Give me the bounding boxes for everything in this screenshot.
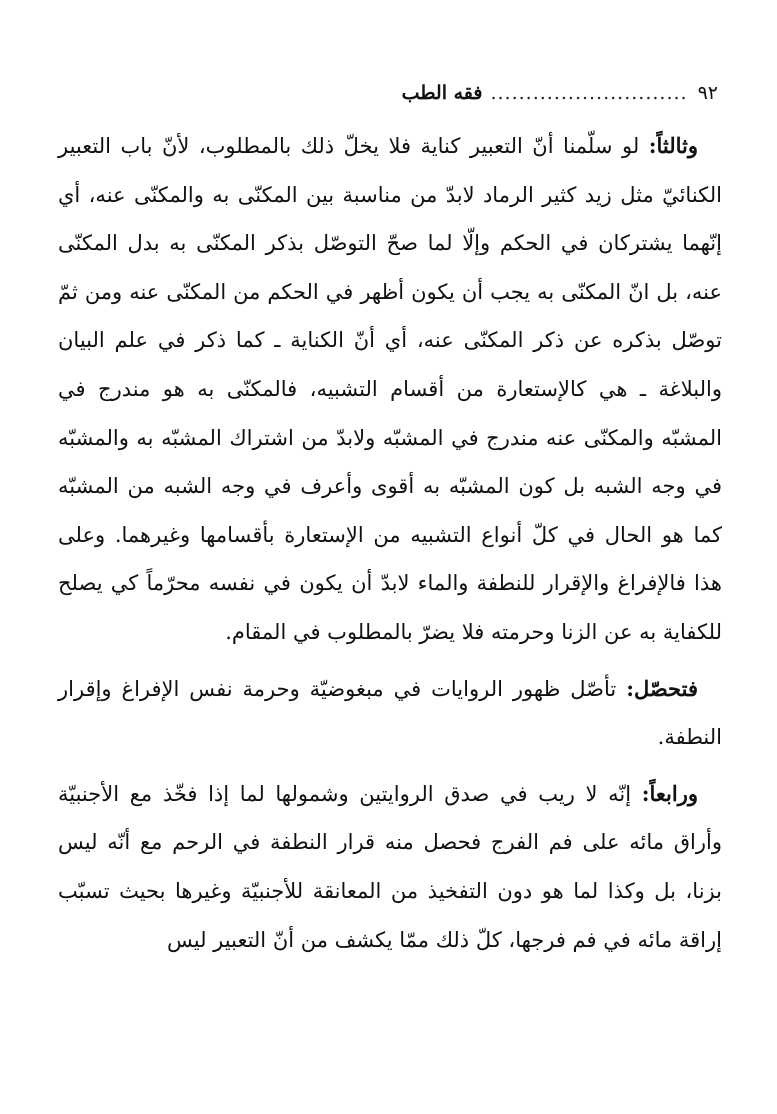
running-title: فقه الطب xyxy=(401,82,483,104)
paragraph-text: تأصّل ظهور الروايات في مبغوضيّة وحرمة نفس الإفراغ وإقرار النطفة. xyxy=(58,676,722,750)
paragraph-text: إنّه لا ريب في صدق الروايتين وشمولها لما إذا فخّذ مع الأجنبيّة وأراق مائه على فم الفرج فحصل منه قرار النطفة في الرحم مع أنّه ليس بزنا، بل وكذا لما هو دون التفخيذ من المعانقة للأجنبيّة وغيرها بحيث تسبّب إراقة مائه في فم فرجها، كلّ ذلك ممّا يكشف من أنّ التعبير ليس xyxy=(58,781,722,952)
paragraph-fourthly xyxy=(58,770,722,964)
page-number: ٩٢ xyxy=(697,82,718,104)
paragraph-lead: فتحصّل: xyxy=(626,675,698,701)
header-dots: ............................ xyxy=(490,82,688,104)
paragraph-lead: ورابعاً: xyxy=(641,780,698,806)
paragraph-thirdly xyxy=(58,122,722,657)
paragraph-lead: وثالثاً: xyxy=(648,133,698,158)
page-header xyxy=(62,78,718,108)
body-text xyxy=(58,122,722,972)
paragraph-conclusion xyxy=(58,665,722,762)
paragraph-text: لو سلّمنا أنّ التعبير كناية فلا يخلّ ذلك بالمطلوب، لأنّ باب التعبير الكنائيّ مثل زيد كثير الرماد لابدّ من مناسبة بين المكنّى به والمكنّى عنه، أي إنّهما يشتركان في الحكم وإلّا لما صحّ التوصّل بذكر المكنّى به بدل المكنّى عنه، بل انّ المكنّى به يجب أن يكون أظهر في الحكم من المكنّى عنه ومن ثمّ توصّل بذكره عن ذكر المكنّى عنه، أي أنّ الكناية ـ كما ذكر في علم البيان والبلاغة ـ هي كالإستعارة من أقسام التشبيه، فالمكنّى به هو مندرج في المشبّه والمكنّى عنه مندرج في المشبّه ولابدّ من اشتراك المشبّه به والمشبّه في وجه الشبه بل كون المشبّه به أقوى وأعرف في وجه الشبه من المشبّه كما هو الحال في كلّ أنواع التشبيه من الإستعارة بأقسامها وغيرهما. وعلى هذا فالإفراغ والإقرار للنطفة والماء لابدّ أن يكون في نفسه محرّماً كي يصلح للكفاية به عن الزنا وحرمته فلا يضرّ بالمطلوب في المقام. xyxy=(58,134,722,644)
